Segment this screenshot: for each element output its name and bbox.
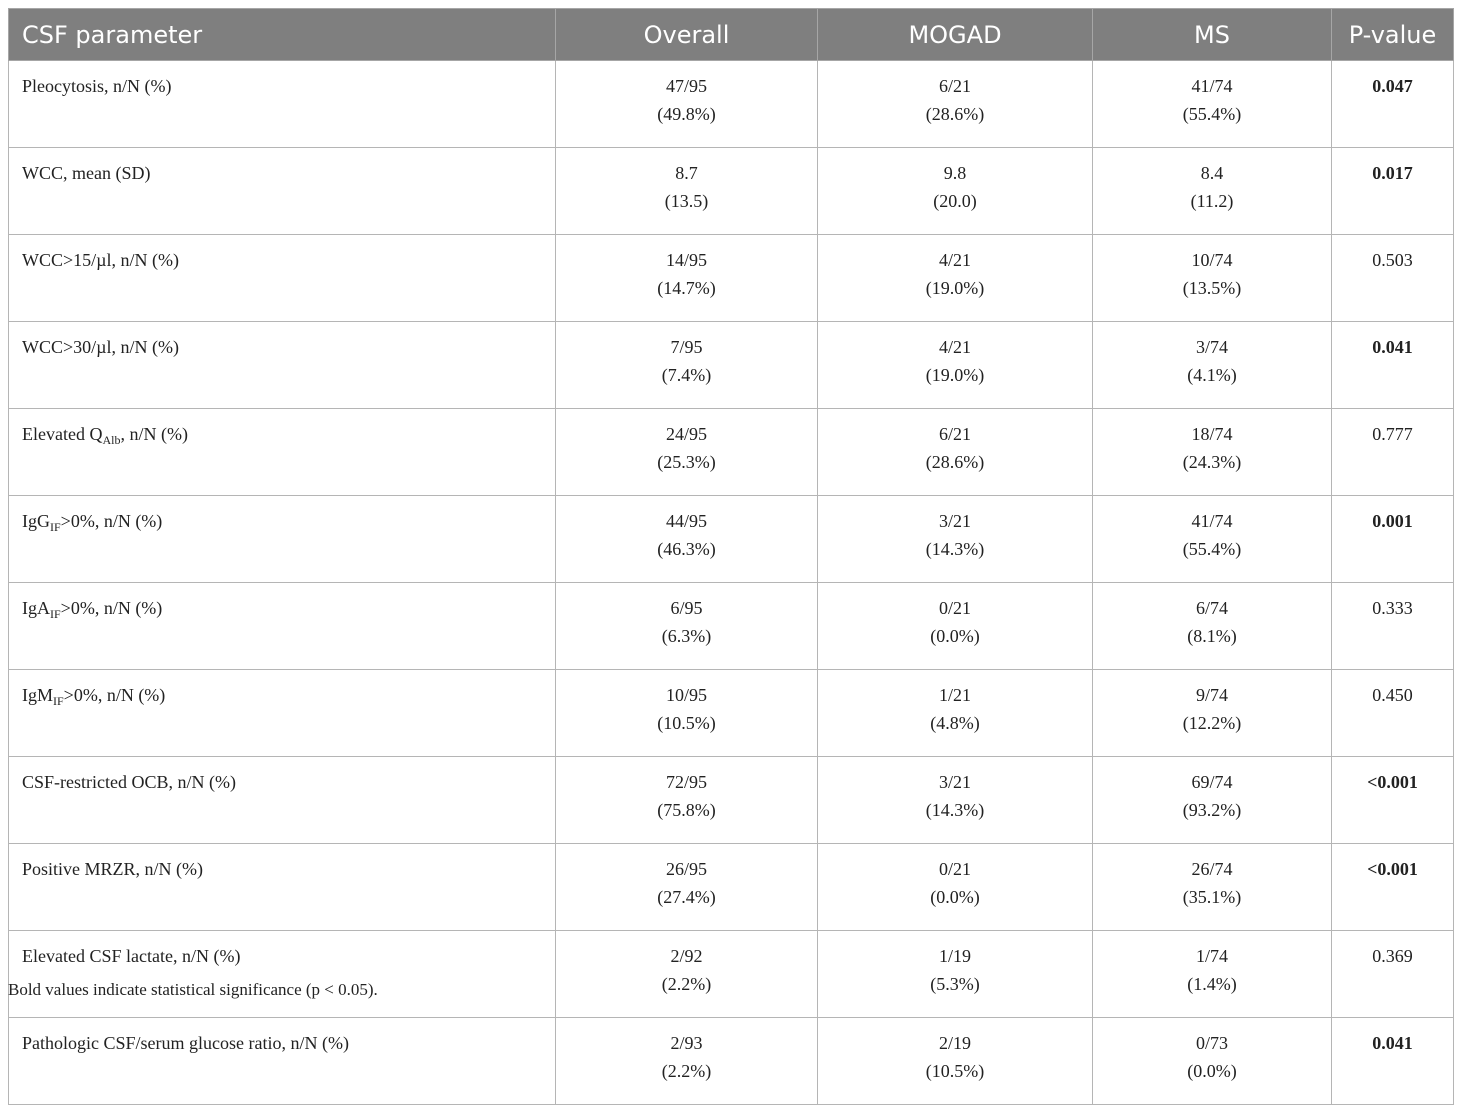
cell-overall [556,931,818,1018]
cell-percent: (5.3%) [930,974,980,994]
cell-percent: (10.5%) [657,713,716,733]
row-label [9,1018,556,1105]
cell-mogad [818,496,1093,583]
row-label [9,757,556,844]
data-table-container [8,8,1453,1105]
cell-mogad [818,1018,1093,1105]
table-header [9,9,1454,61]
cell-p-value: 0.001 [1332,496,1454,583]
cell-count: 8.4 [1200,163,1224,183]
row-label [9,148,556,235]
cell-count: 1/19 [938,946,971,966]
header-p-value: P-value [1332,9,1454,61]
table-row [9,322,1454,409]
cell-percent: (8.1%) [1187,626,1237,646]
header-overall: Overall [556,9,818,61]
cell-count: 26/74 [1191,859,1233,879]
cell-percent: (24.3%) [1182,452,1242,472]
row-label [9,409,556,496]
cell-p-value: 0.041 [1332,322,1454,409]
cell-ms [1093,670,1332,757]
cell-ms [1093,844,1332,931]
cell-count: 2/19 [938,1033,971,1053]
cell-percent: (10.5%) [925,1061,985,1081]
cell-percent: (11.2) [1190,191,1234,211]
cell-count: 2/93 [670,1033,703,1053]
cell-overall [556,583,818,670]
row-label-suffix: >0%, n/N (%) [63,685,166,705]
cell-count: 4/21 [938,250,971,270]
cell-mogad [818,61,1093,148]
cell-count: 1/21 [938,685,971,705]
cell-count: 7/95 [670,337,703,357]
cell-overall [556,496,818,583]
cell-percent: (28.6%) [925,104,985,124]
cell-percent: (19.0%) [925,278,985,298]
cell-p-value: 0.333 [1332,583,1454,670]
cell-ms [1093,583,1332,670]
cell-mogad [818,583,1093,670]
cell-overall [556,757,818,844]
cell-p-value: 0.047 [1332,61,1454,148]
cell-count: 18/74 [1191,424,1233,444]
cell-percent: (25.3%) [657,452,716,472]
cell-ms [1093,322,1332,409]
row-label-subscript: IF [50,520,61,534]
cell-overall [556,322,818,409]
cell-percent: (14.3%) [925,800,985,820]
table-row [9,583,1454,670]
cell-ms [1093,757,1332,844]
cell-percent: (55.4%) [1182,539,1242,559]
cell-p-value: 0.041 [1332,1018,1454,1105]
table-row [9,61,1454,148]
table-row [9,235,1454,322]
cell-count: 41/74 [1191,511,1233,531]
cell-count: 2/92 [670,946,703,966]
cell-ms [1093,61,1332,148]
header-ms: MS [1093,9,1332,61]
cell-p-value: <0.001 [1332,757,1454,844]
row-label-text: WCC>15/µl, n/N (%) [22,250,180,270]
cell-count: 0/21 [938,598,971,618]
cell-percent: (14.7%) [657,278,716,298]
cell-percent: (75.8%) [657,800,716,820]
cell-count: 9.8 [943,163,967,183]
cell-percent: (14.3%) [925,539,985,559]
cell-count: 3/21 [938,511,971,531]
cell-percent: (4.8%) [930,713,980,733]
cell-p-value: 0.369 [1332,931,1454,1018]
cell-ms [1093,496,1332,583]
row-label [9,931,556,1018]
row-label-subscript: IF [53,694,64,708]
row-label-text: WCC, mean (SD) [22,163,151,183]
cell-count: 10/74 [1191,250,1233,270]
cell-overall [556,409,818,496]
row-label-text: IgM [22,685,53,705]
header-mogad: MOGAD [818,9,1093,61]
header-csf-parameter: CSF parameter [9,9,556,61]
cell-overall [556,61,818,148]
cell-count: 0/73 [1195,1033,1228,1053]
cell-count: 24/95 [665,424,707,444]
cell-percent: (7.4%) [661,365,712,385]
row-label-text: IgG [22,511,50,531]
cell-count: 6/21 [938,424,971,444]
cell-mogad [818,235,1093,322]
table-row [9,844,1454,931]
cell-ms [1093,235,1332,322]
cell-count: 44/95 [665,511,707,531]
cell-mogad [818,844,1093,931]
cell-overall [556,844,818,931]
cell-count: 10/95 [665,685,707,705]
cell-percent: (20.0) [933,191,977,211]
cell-percent: (12.2%) [1182,713,1242,733]
table-body [9,61,1454,1105]
table-row [9,1018,1454,1105]
cell-percent: (2.2%) [661,1061,712,1081]
table-row [9,496,1454,583]
table-row [9,670,1454,757]
row-label-text: Pleocytosis, n/N (%) [22,76,172,96]
cell-percent: (0.0%) [930,626,980,646]
cell-count: 72/95 [665,772,707,792]
cell-ms [1093,931,1332,1018]
row-label [9,670,556,757]
row-label-text: Elevated Q [22,424,103,444]
cell-count: 4/21 [938,337,971,357]
cell-mogad [818,931,1093,1018]
cell-count: 9/74 [1195,685,1228,705]
cell-p-value: 0.450 [1332,670,1454,757]
cell-count: 69/74 [1191,772,1233,792]
cell-overall [556,670,818,757]
cell-percent: (35.1%) [1182,887,1242,907]
header-row [9,9,1454,61]
table-footnote: Bold values indicate statistical significance (p < 0.05). [8,980,378,999]
row-label [9,322,556,409]
row-label-suffix: , n/N (%) [120,424,188,444]
cell-count: 41/74 [1191,76,1233,96]
cell-mogad [818,409,1093,496]
cell-percent: (4.1%) [1187,365,1237,385]
cell-count: 3/21 [938,772,971,792]
cell-ms [1093,148,1332,235]
cell-overall [556,235,818,322]
cell-p-value: 0.503 [1332,235,1454,322]
row-label-suffix: >0%, n/N (%) [60,511,163,531]
table-row [9,931,1454,1018]
cell-mogad [818,757,1093,844]
cell-percent: (19.0%) [925,365,985,385]
cell-count: 1/74 [1195,946,1228,966]
cell-count: 14/95 [665,250,707,270]
cell-percent: (93.2%) [1182,800,1242,820]
cell-count: 3/74 [1195,337,1228,357]
row-label-suffix: >0%, n/N (%) [60,598,163,618]
row-label [9,844,556,931]
cell-percent: (49.8%) [657,104,716,124]
cell-percent: (0.0%) [1187,1061,1237,1081]
row-label-text: Positive MRZR, n/N (%) [22,859,204,879]
cell-count: 6/74 [1195,598,1228,618]
row-label-subscript: IF [50,607,61,621]
cell-p-value: <0.001 [1332,844,1454,931]
cell-percent: (13.5%) [1182,278,1242,298]
cell-percent: (13.5) [664,191,709,211]
row-label-text: Elevated CSF lactate, n/N (%) [22,946,241,966]
cell-count: 47/95 [665,76,707,96]
cell-percent: (55.4%) [1182,104,1242,124]
table-row [9,409,1454,496]
cell-mogad [818,148,1093,235]
row-label [9,496,556,583]
row-label-subscript: Alb [102,433,121,447]
cell-count: 6/95 [670,598,703,618]
table-row [9,148,1454,235]
cell-overall [556,148,818,235]
cell-overall [556,1018,818,1105]
row-label [9,61,556,148]
csf-parameters-table [8,8,1454,1105]
row-label-text: WCC>30/µl, n/N (%) [22,337,180,357]
cell-percent: (0.0%) [930,887,980,907]
cell-ms [1093,409,1332,496]
cell-percent: (28.6%) [925,452,985,472]
cell-count: 6/21 [938,76,971,96]
cell-p-value: 0.777 [1332,409,1454,496]
cell-count: 26/95 [665,859,707,879]
cell-percent: (1.4%) [1187,974,1237,994]
cell-mogad [818,670,1093,757]
cell-percent: (27.4%) [657,887,716,907]
cell-count: 0/21 [938,859,971,879]
cell-count: 8.7 [675,163,698,183]
row-label [9,583,556,670]
row-label-text: IgA [22,598,50,618]
cell-ms [1093,1018,1332,1105]
row-label [9,235,556,322]
cell-mogad [818,322,1093,409]
cell-percent: (46.3%) [657,539,716,559]
row-label-text: CSF-restricted OCB, n/N (%) [22,772,236,792]
row-label-text: Pathologic CSF/serum glucose ratio, n/N (%) [22,1033,349,1053]
table-row [9,757,1454,844]
cell-percent: (2.2%) [661,974,712,994]
cell-percent: (6.3%) [661,626,712,646]
cell-p-value: 0.017 [1332,148,1454,235]
